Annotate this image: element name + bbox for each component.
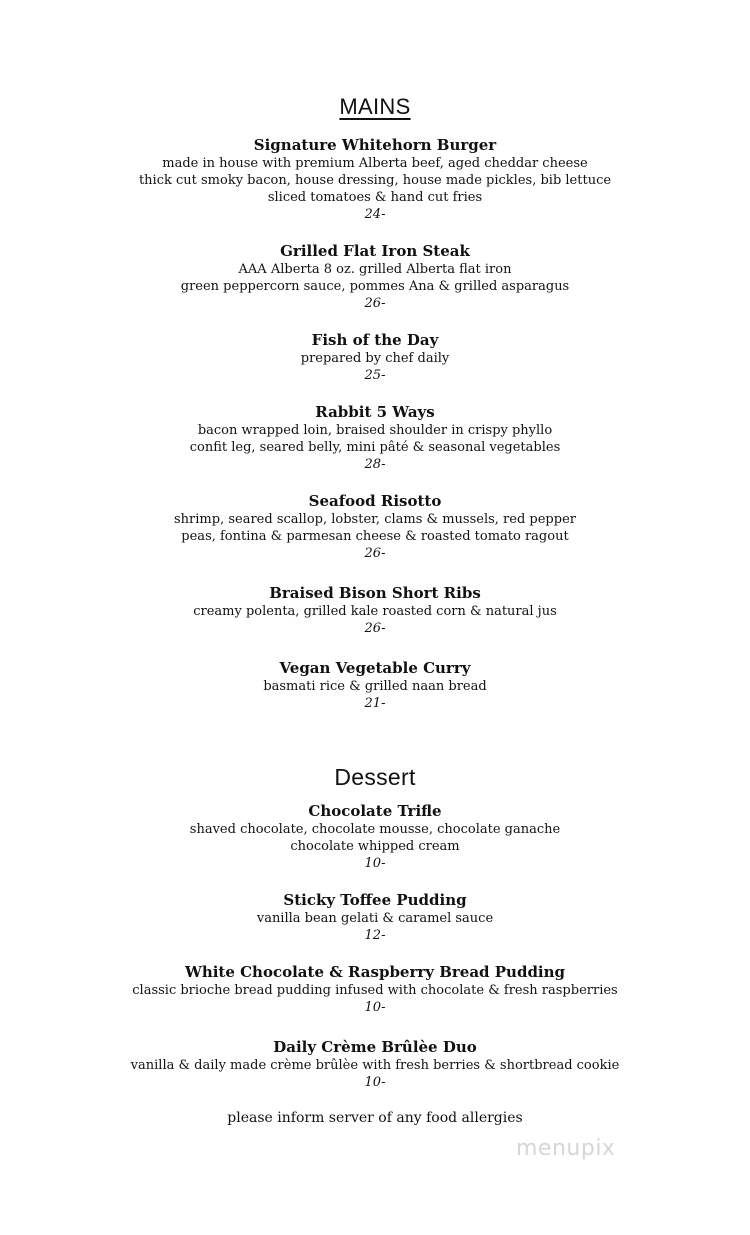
item-desc-line: shrimp, seared scallop, lobster, clams & mussels, red pepper [174, 512, 576, 527]
item-price: 21- [364, 696, 386, 711]
menu-item [0, 891, 750, 944]
item-desc-line: basmati rice & grilled naan bread [263, 679, 487, 694]
item-price: 26- [364, 546, 386, 561]
item-desc-line: classic brioche bread pudding infused with chocolate & fresh raspberries [132, 983, 618, 998]
item-desc-line: thick cut smoky bacon, house dressing, house made pickles, bib lettuce [138, 173, 612, 188]
allergy-note: please inform server of any food allergies [227, 1110, 523, 1126]
menupix-watermark: menupix [516, 1136, 616, 1161]
menu-item [0, 584, 750, 637]
item-price: 25- [364, 368, 386, 383]
item-name: Daily Crème Brûlèe Duo [273, 1038, 477, 1056]
menu-item [0, 136, 750, 223]
item-price: 12- [364, 928, 386, 943]
item-desc-line: chocolate whipped cream [290, 839, 460, 854]
item-desc-line: vanilla & daily made crème brûlèe with fresh berries & shortbread cookie [130, 1058, 620, 1073]
item-price: 10- [364, 856, 386, 871]
menu-item [0, 1038, 750, 1091]
item-price: 10- [364, 1075, 386, 1090]
item-desc-line: creamy polenta, grilled kale roasted corn & natural jus [193, 604, 557, 619]
menu-item [0, 403, 750, 473]
item-desc-line: peas, fontina & parmesan cheese & roasted tomato ragout [181, 529, 569, 544]
item-desc-line: confit leg, seared belly, mini pâté & seasonal vegetables [189, 440, 561, 455]
item-desc-line: green peppercorn sauce, pommes Ana & grilled asparagus [180, 279, 570, 294]
menu-item [0, 492, 750, 562]
item-desc-line: vanilla bean gelati & caramel sauce [256, 911, 494, 926]
item-price: 28- [364, 457, 386, 472]
item-name: Seafood Risotto [308, 492, 442, 510]
item-name: Braised Bison Short Ribs [269, 584, 481, 602]
mains-heading: MAINS [339, 94, 411, 119]
item-name: Signature Whitehorn Burger [253, 136, 497, 154]
item-name: Sticky Toffee Pudding [283, 891, 467, 909]
item-name: White Chocolate & Raspberry Bread Pudding [184, 963, 566, 981]
dessert-heading: Dessert [334, 764, 416, 790]
item-desc-line: bacon wrapped loin, braised shoulder in crispy phyllo [197, 423, 553, 438]
item-name: Rabbit 5 Ways [315, 403, 435, 421]
item-desc-line: AAA Alberta 8 oz. grilled Alberta flat iron [238, 262, 512, 277]
item-name: Grilled Flat Iron Steak [280, 242, 470, 260]
item-price: 24- [364, 207, 386, 222]
menu-item [0, 659, 750, 712]
item-desc-line: shaved chocolate, chocolate mousse, chocolate ganache [189, 822, 561, 837]
item-price: 26- [364, 296, 386, 311]
item-desc-line: prepared by chef daily [300, 351, 450, 366]
item-desc-line: sliced tomatoes & hand cut fries [267, 190, 483, 205]
item-name: Vegan Vegetable Curry [279, 659, 471, 677]
item-name: Chocolate Trifle [308, 802, 442, 820]
menu-item [0, 802, 750, 872]
menu-item [0, 331, 750, 384]
item-price: 26- [364, 621, 386, 636]
item-name: Fish of the Day [311, 331, 439, 349]
menu-item [0, 242, 750, 312]
item-desc-line: made in house with premium Alberta beef, aged cheddar cheese [162, 156, 588, 171]
menu-item [0, 963, 750, 1016]
item-price: 10- [364, 1000, 386, 1015]
